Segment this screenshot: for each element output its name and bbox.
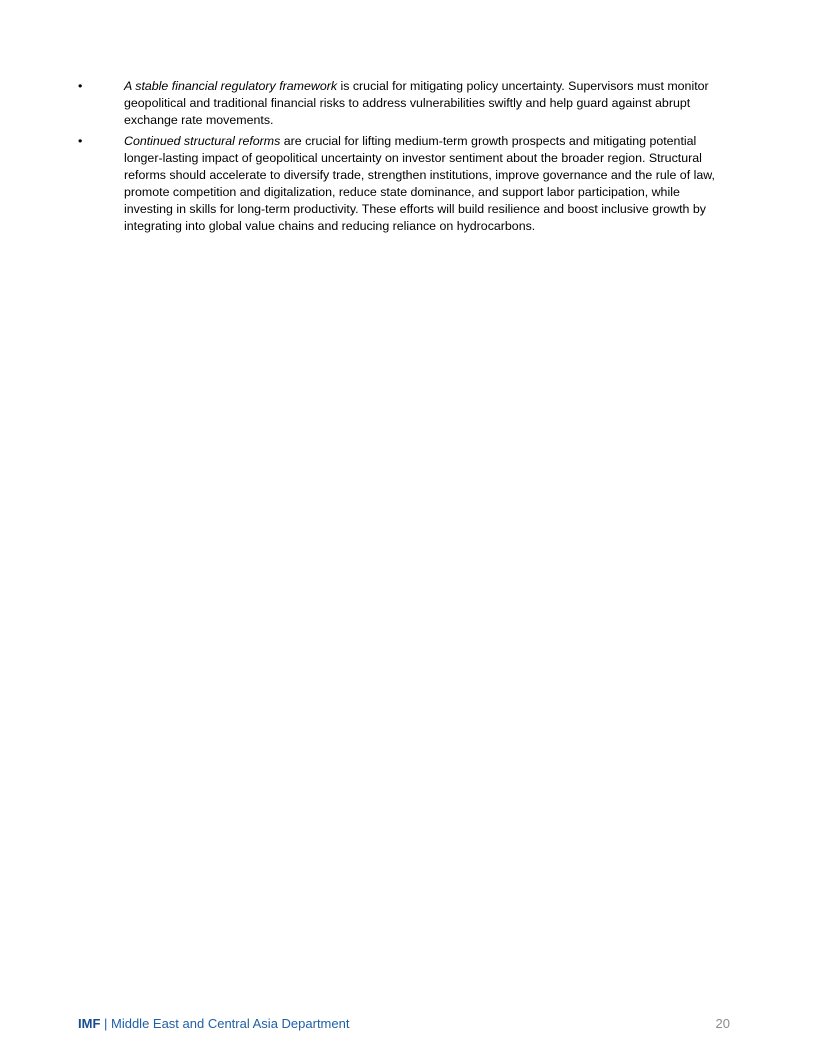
page-footer xyxy=(78,1014,730,1034)
bullet-icon: • xyxy=(78,79,83,93)
bullet-icon: • xyxy=(78,134,83,148)
bullet-item-regulatory-framework xyxy=(78,78,732,129)
document-body xyxy=(78,78,732,239)
bullet-lead-text: A stable financial regulatory framework xyxy=(124,79,338,93)
bullet-item-structural-reforms xyxy=(78,133,732,235)
footer-department: Middle East and Central Asia Department xyxy=(111,1016,350,1031)
bullet-body-text: is crucial for mitigating policy uncertainty. Supervisors must monitor geopolitical and traditional financial risks to address vulnerabilities swiftly and help guard against abrupt exchange rate movements. xyxy=(124,79,709,127)
bullet-body-text: are crucial for lifting medium-term growth prospects and mitigating potential longer-lasting impact of geopolitical uncertainty on investor sentiment about the broader region. Structural reforms should accelerate to diversify trade, strengthen institutions, improve governance and the rule of law, promote competition and digitalization, reduce state dominance, and support labor participation, while investing in skills for long-term productivity. These efforts will build resilience and boost inclusive growth by integrating into global value chains and reducing reliance on hydrocarbons. xyxy=(124,134,715,233)
footer-brand: IMF xyxy=(78,1016,101,1031)
bullet-lead-text: Continued structural reforms xyxy=(124,134,281,148)
footer-separator: | xyxy=(100,1016,111,1031)
page-number: 20 xyxy=(715,1016,730,1031)
